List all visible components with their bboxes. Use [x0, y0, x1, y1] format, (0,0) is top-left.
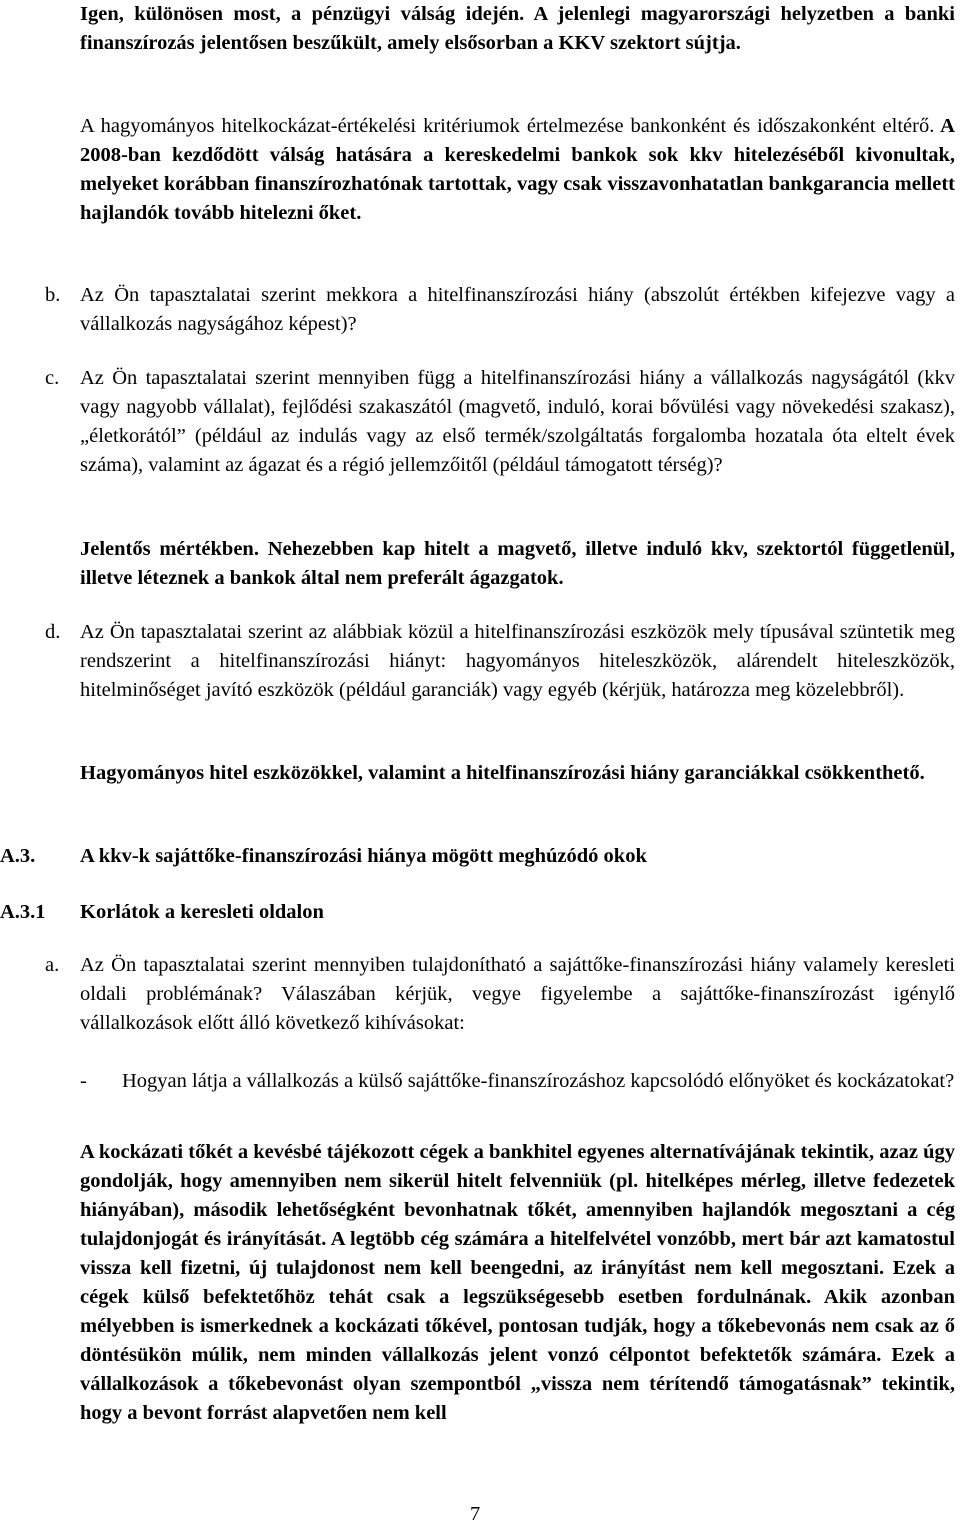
- question-b-letter: b.: [45, 284, 61, 306]
- paragraph-credit-risk: [80, 112, 955, 228]
- answer-a: A kockázati tőkét a kevésbé tájékozott cégek a bankhitel egyenes alternatívájának tekintik, azaz úgy gondolják, hogy amennyiben nem sikerül hitelt felvenniük (pl. hitelképes mérleg, illetve fedezetek hiányában), második lehetőségként bevonhatnak tőkét, amennyiben hajlandók megosztani a cég tulajdonjogát és irányítását. A legtöbb cég számára a hitelfelvétel vonzóbb, mert bár azt kamatostul vissza kell fizetni, új tulajdonost nem kell beengedni, az irányítást nem kell megosztani. Ezek a cégek külső befektetőhöz tehát csak a legszükségesebb esetben fordulnának. Akik azonban mélyebben is ismerkednek a kockázati tőkével, pontosan tudják, hogy a tőkebevonás nem csak az ő döntésükön múlik, nem minden vállalkozás jelent vonzó célpontot befektetők számára. Ezek a vállalkozások a tőkebevonást olyan szempontból „vissza nem térítendő támogatásnak” tekintik, hogy a bevont forrást alapvetően nem kell: [80, 1141, 955, 1424]
- bullet-item-text: Hogyan látja a vállalkozás a külső sajáttőke-finanszírozáshoz kapcsolódó előnyöket és kockázatokat?: [122, 1070, 955, 1092]
- answer-paragraph-intro: Igen, különösen most, a pénzügyi válság idején. A jelenlegi magyarországi helyzetben a banki finanszírozás jelentősen beszűkült, amely elsősorban a KKV szektort sújtja.: [80, 3, 955, 54]
- question-a-letter: a.: [45, 954, 60, 976]
- question-b-text: Az Ön tapasztalatai szerint mekkora a hitelfinanszírozási hiány (abszolút értékben kifejezve vagy a vállalkozás nagyságához képest)?: [80, 284, 955, 335]
- question-c-letter: c.: [45, 367, 60, 389]
- section-title-a31: Korlátok a keresleti oldalon: [80, 901, 324, 923]
- question-d-text: Az Ön tapasztalatai szerint az alábbiak közül a hitelfinanszírozási eszközök mely típusával szüntetik meg rendszerint a hitelfinanszírozási hiányt: hagyományos hiteleszközök, alárendelt hiteleszközök, hitelminőséget javító eszközök (például garanciák) vagy egyéb (kérjük, határozza meg közelebbről).: [80, 621, 955, 701]
- question-c-text: Az Ön tapasztalatai szerint mennyiben függ a hitelfinanszírozási hiány a vállalkozás nagyságától (kkv vagy nagyobb vállalat), fejlődési szakaszától (magvető, induló, korai bővülési vagy növekedési szakasz), „életkorától” (például az indulás vagy az első termék/szolgáltatás forgalomba hozatala óta eltelt évek száma), valamint az ágazat és a régió jellemzőitől (például támogatott térség)?: [80, 367, 955, 476]
- page-number: 7: [470, 1503, 481, 1525]
- section-title-a3: A kkv-k sajáttőke-finanszírozási hiánya mögött meghúzódó okok: [80, 845, 647, 867]
- answer-c: Jelentős mértékben. Nehezebben kap hitelt a magvető, illetve induló kkv, szektortól függetlenül, illetve léteznek a bankok által nem preferált ágazgatok.: [80, 538, 955, 589]
- section-number-a31: A.3.1: [0, 901, 46, 923]
- section-number-a3: A.3.: [0, 845, 36, 867]
- question-d-letter: d.: [45, 621, 61, 643]
- bullet-dash: -: [80, 1070, 87, 1092]
- paragraph-credit-risk-bold: A 2008-ban kezdődött válság hatására a kereskedelmi bankok sok kkv hitelezéséből kivonultak, melyeket korábban finanszírozhatónak tartottak, vagy csak visszavonhatatlan bankgarancia mellett hajlandók tovább hitelezni őket.: [80, 115, 955, 224]
- paragraph-credit-risk-normal: A hagyományos hitelkockázat-értékelési kritériumok értelmezése bankonként és időszakonként eltérő.: [80, 115, 935, 137]
- question-a-text: Az Ön tapasztalatai szerint mennyiben tulajdonítható a sajáttőke-finanszírozási hiány valamely keresleti oldali problémának? Válaszában kérjük, vegye figyelembe a sajáttőke-finanszírozást igénylő vállalkozások előtt álló következő kihívásokat:: [80, 954, 955, 1034]
- answer-d: Hagyományos hitel eszközökkel, valamint a hitelfinanszírozási hiány garanciákkal csökkenthető.: [80, 762, 925, 784]
